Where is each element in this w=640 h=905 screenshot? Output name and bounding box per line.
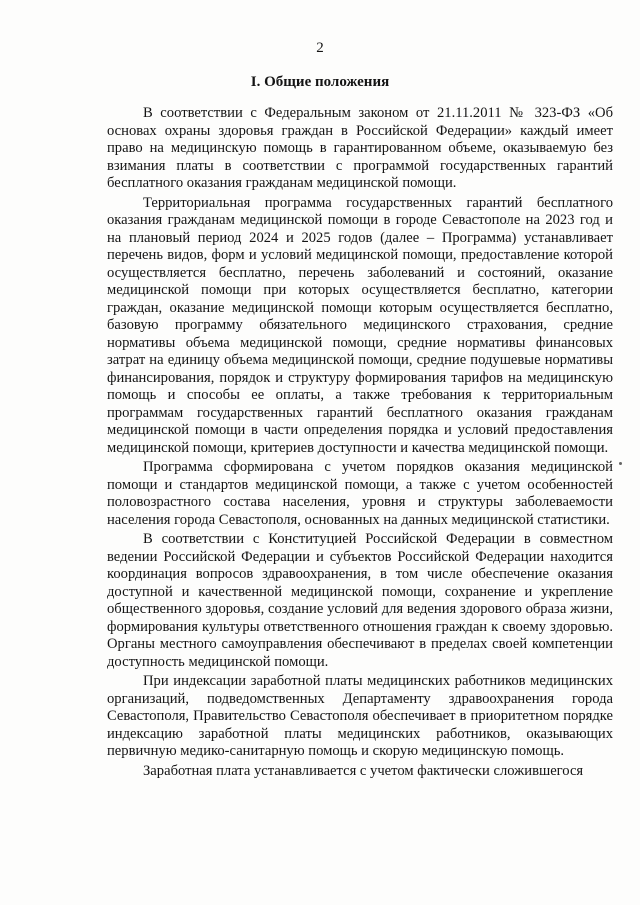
paragraph-5: При индексации заработной платы медицинских работников медицинских организаций, подведомственных Департаменту здравоохранения города Севастополя, Правительство Севастополя обеспечивает в приоритетном порядке индексацию заработной платы медицинских работников, оказывающих первичную медико-санитарную помощь и скорую медицинскую помощь. [107, 673, 613, 759]
paragraph-4: В соответствии с Конституцией Российской Федерации в совместном ведении Российской Федерации и субъектов Российской Федерации находится координация вопросов здравоохранения, в том числе обеспечение оказания доступной и качественной медицинской помощи, сохранение и укрепление общественного здоровья, создание условий для ведения здорового образа жизни, формирования культуры ответственного отношения граждан к своему здоровью. Органы местного самоуправления обеспечивают в пределах своей компетенции доступность медицинской помощи. [107, 531, 613, 670]
paragraph-6: Заработная плата устанавливается с учетом фактически сложившегося [143, 762, 584, 779]
page-number: 2 [316, 40, 324, 56]
paragraph-3: Программа сформирована с учетом порядков оказания медицинской помощи и стандартов медицинской помощи, а также с учетом особенностей половозрастного состава населения, уровня и структуры заболеваемости населения города Севастополя, основанных на данных медицинской статистики. [107, 459, 613, 528]
margin-dot-mark [619, 462, 622, 465]
paragraph-2: Территориальная программа государственных гарантий бесплатного оказания гражданам медицинской помощи в городе Севастополе на 2023 год и на плановый период 2024 и 2025 годов (далее – Программа) устанавливает перечень видов, форм и условий медицинской помощи, предоставление которой осуществляется бесплатно, перечень заболеваний и состояний, оказание медицинской помощи при которых осуществляется бесплатно, категории граждан, оказание медицинской помощи которым осуществляется бесплатно, базовую программу обязательного медицинского страхования, средние нормативы объема медицинской помощи, средние нормативы финансовых затрат на единицу объема медицинской помощи, средние подушевые нормативы финансирования, порядок и структуру формирования тарифов на медицинскую помощь и способы ее оплаты, а также требования к территориальным программам государственных гарантий бесплатного оказания гражданам медицинской помощи в части определения порядка и условий предоставления медицинской помощи, критериев доступности и качества медицинской помощи. [107, 194, 613, 456]
paragraph-1: В соответствии с Федеральным законом от 21.11.2011 № 323-ФЗ «Об основах охраны здоровья граждан в Российской Федерации» каждый имеет право на медицинскую помощь в гарантированном объеме, оказываемую без взимания платы в соответствии с программой государственных гарантий бесплатного оказания гражданам медицинской помощи. [107, 105, 613, 191]
section-heading: I. Общие положения [250, 74, 390, 90]
document-body [107, 105, 613, 780]
